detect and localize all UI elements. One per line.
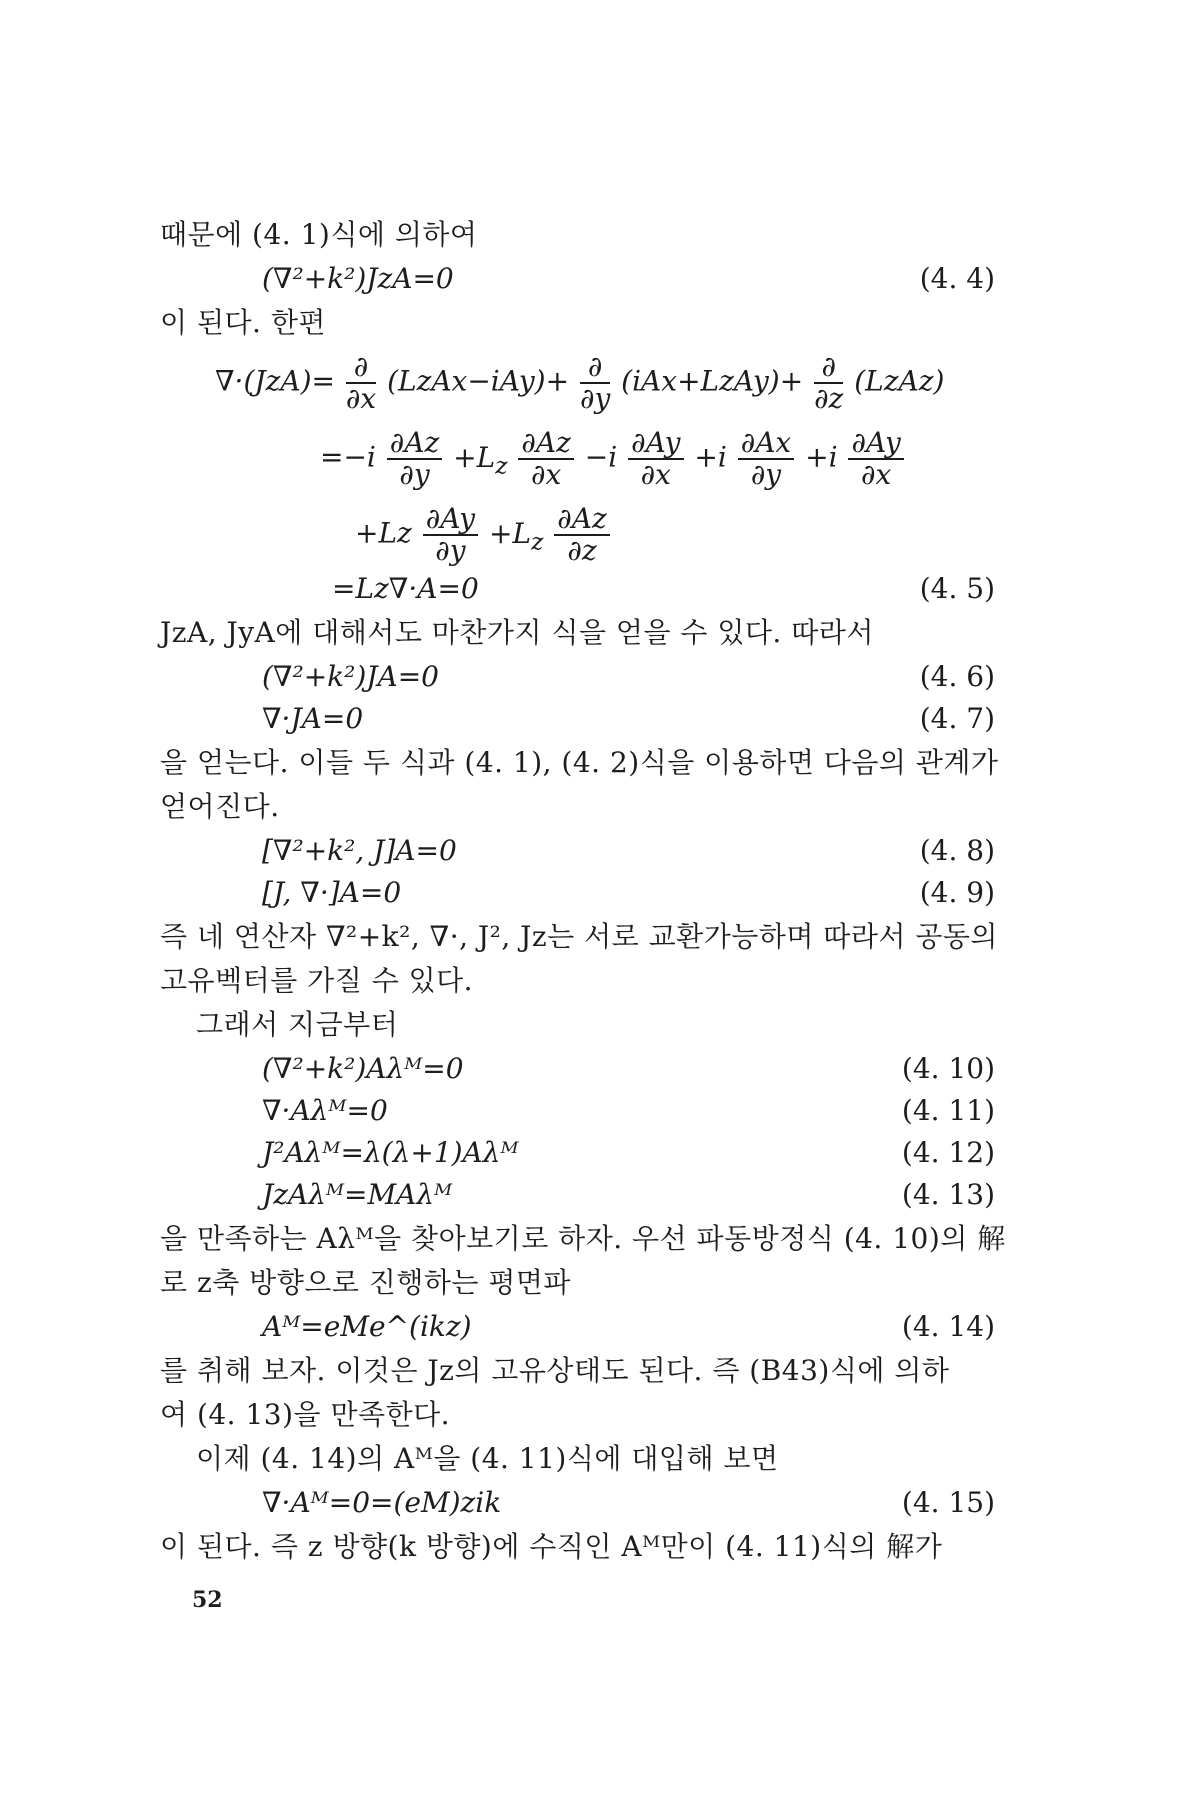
fraction — [346, 352, 376, 414]
eq-term: (LzAz) — [854, 364, 945, 398]
numerator: ∂Az — [387, 428, 442, 460]
fraction — [554, 504, 609, 566]
text-line: 이 된다. 즉 z 방향(k 방향)에 수직인 Aᴹ만이 (4. 11)식의 解가 — [160, 1530, 943, 1563]
denominator: ∂z — [567, 534, 597, 567]
fraction — [814, 352, 843, 414]
text-line: 얻어진다. — [160, 790, 280, 823]
numerator: ∂Ax — [738, 428, 795, 460]
text-line: 을 얻는다. 이들 두 식과 (4. 1), (4. 2)식을 이용하면 다음의 관계가 — [160, 746, 999, 779]
text-line: 즉 네 연산자 ∇²+k², ∇·, J², Jz는 서로 교환가능하며 따라서 공동의 — [160, 920, 998, 953]
fraction — [848, 428, 903, 490]
denominator: ∂y — [750, 458, 782, 491]
equation-4-5-line3: +Lz $\frac{\partial Ay}{\partial y}$ $+L_z$ $\frac{\partial Az}{\partial z}$ — [355, 504, 612, 566]
equation-4-9: [J, ∇·]A=0 — [262, 876, 402, 909]
equation-number: (4. 11) — [901, 1094, 995, 1127]
text-line: 여 (4. 13)을 만족한다. — [160, 1398, 451, 1431]
fraction — [628, 428, 683, 490]
fraction — [738, 428, 795, 490]
eq-term: =−i — [320, 440, 376, 474]
text-line: 이제 (4. 14)의 Aᴹ을 (4. 11)식에 대입해 보면 — [196, 1442, 779, 1475]
equation-number: (4. 15) — [901, 1486, 995, 1519]
text-line: 이 된다. 한편 — [160, 306, 326, 339]
fraction — [387, 428, 442, 490]
fraction — [423, 504, 478, 566]
equation-4-15: ∇·Aᴹ=0=(eM)zik — [262, 1486, 502, 1519]
denominator: ∂y — [435, 534, 466, 567]
equation-4-5-line2: =−i $\frac{\partial Az}{\partial y}$ $+L_z$ $\frac{\partial Az}{\partial x}$ −i $\frac{\partial Ay}{\partial x}$ +i $\frac{\partial Ax}{\partial y}$ +i $\frac{\partial Ay}{\partial x}$ — [320, 428, 906, 490]
equation-4-10: (∇²+k²)Aλᴹ=0 — [262, 1052, 464, 1085]
denominator: ∂z — [814, 382, 844, 415]
numerator: ∂Az — [554, 504, 609, 536]
eq-term: +Lz — [355, 516, 412, 550]
equation-number: (4. 8) — [919, 834, 995, 867]
equation-4-4: (∇²+k²)JzA=0 — [262, 262, 454, 295]
numerator: ∂Ay — [628, 428, 683, 460]
eq-term: (LzAx−iAy)+ — [387, 364, 570, 398]
equation-number: (4. 5) — [919, 572, 995, 605]
equation-number: (4. 14) — [901, 1310, 995, 1343]
equation-number: (4. 7) — [919, 702, 995, 735]
eq-term: (iAx+LzAy)+ — [621, 364, 804, 398]
equation-4-7: ∇·JA=0 — [262, 702, 364, 735]
numerator: ∂ — [580, 352, 610, 384]
numerator: ∂ — [346, 352, 376, 384]
equation-4-14: Aᴹ=eMe^(ikz) — [262, 1310, 472, 1343]
text-line: 고유벡터를 가질 수 있다. — [160, 964, 474, 997]
numerator: ∂Az — [518, 428, 573, 460]
text-line: 그래서 지금부터 — [196, 1008, 399, 1041]
numerator: ∂ — [814, 352, 843, 384]
text-line: 을 만족하는 Aλᴹ을 찾아보기로 하자. 우선 파동방정식 (4. 10)의 解 — [160, 1222, 1006, 1255]
equation-4-8: [∇²+k², J]A=0 — [262, 834, 457, 867]
text-line: 때문에 (4. 1)식에 의하여 — [160, 218, 478, 251]
equation-4-5-line4: =Lz∇·A=0 — [332, 572, 479, 605]
fraction — [518, 428, 573, 490]
equation-4-11: ∇·Aλᴹ=0 — [262, 1094, 388, 1127]
equation-4-6: (∇²+k²)JA=0 — [262, 660, 439, 693]
eq-term: ∇·(JzA)= — [215, 364, 335, 398]
equation-4-12: J²Aλᴹ=λ(λ+1)Aλᴹ — [262, 1136, 519, 1169]
text-line: 로 z축 방향으로 진행하는 평면파 — [160, 1266, 571, 1299]
denominator: ∂x — [861, 458, 892, 491]
fraction — [580, 352, 610, 414]
equation-number: (4. 10) — [901, 1052, 995, 1085]
denominator: ∂x — [531, 458, 562, 491]
text-line: 를 취해 보자. 이것은 Jz의 고유상태도 된다. 즉 (B43)식에 의하 — [160, 1354, 950, 1387]
equation-number: (4. 12) — [901, 1136, 995, 1169]
numerator: ∂Ay — [423, 504, 478, 536]
denominator: ∂x — [345, 382, 377, 415]
equation-number: (4. 4) — [919, 262, 995, 295]
numerator: ∂Ay — [848, 428, 903, 460]
equation-number: (4. 13) — [901, 1178, 995, 1211]
denominator: ∂y — [399, 458, 430, 491]
equation-number: (4. 9) — [919, 876, 995, 909]
equation-4-13: JzAλᴹ=MAλᴹ — [262, 1178, 453, 1211]
equation-number: (4. 6) — [919, 660, 995, 693]
equation-4-5-line1 — [215, 352, 944, 414]
page-number: 52 — [192, 1587, 223, 1613]
text-line: JzA, JyA에 대해서도 마찬가지 식을 얻을 수 있다. 따라서 — [160, 616, 874, 649]
denominator: ∂y — [579, 382, 611, 415]
denominator: ∂x — [640, 458, 671, 491]
